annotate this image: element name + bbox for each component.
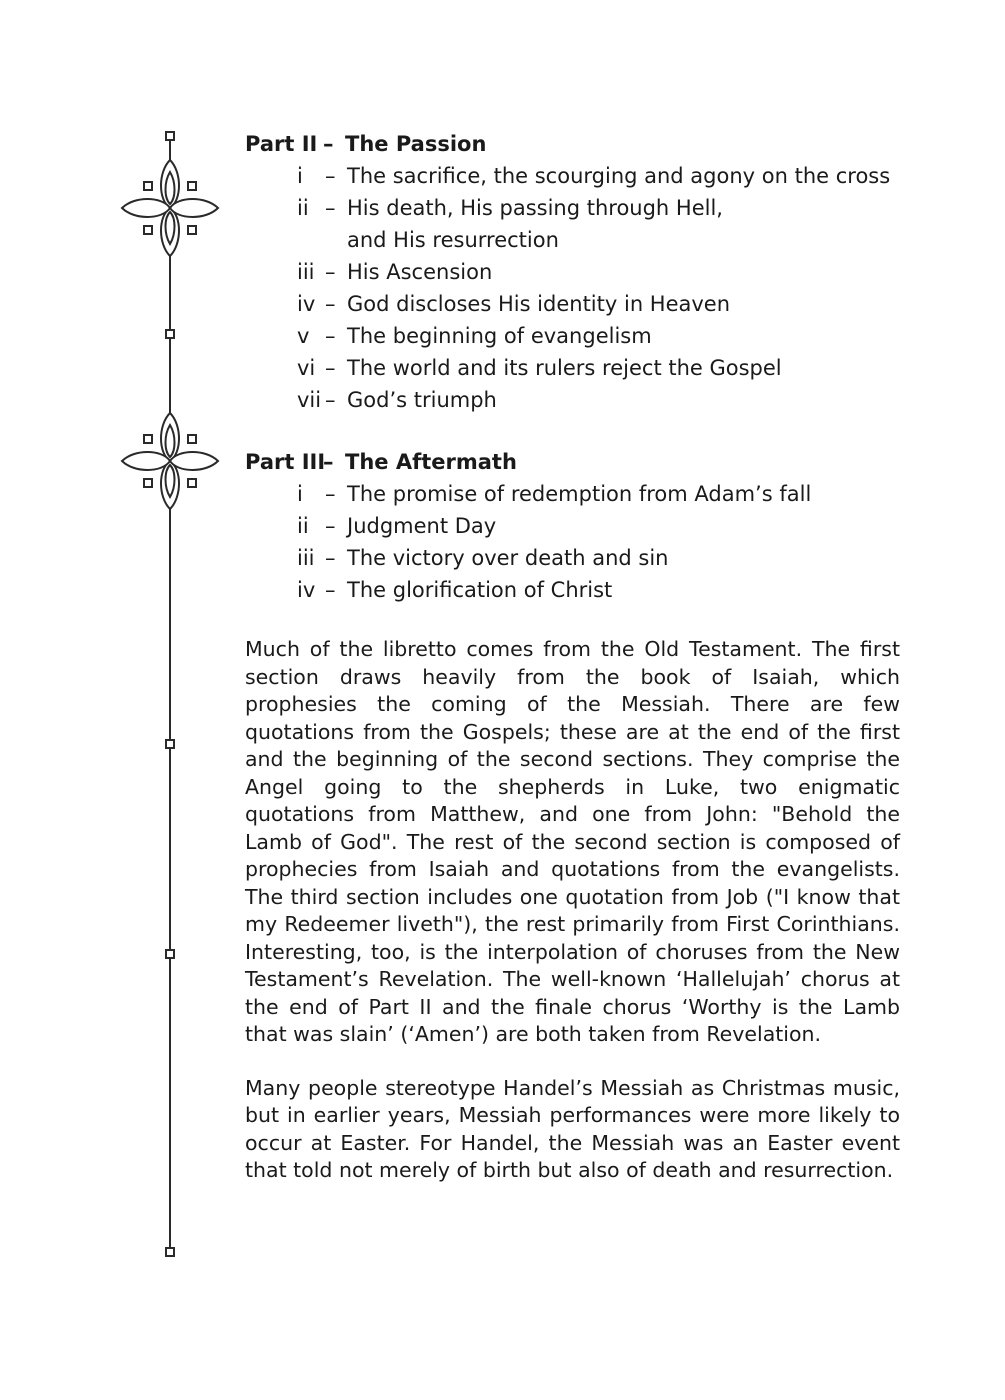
section-number: ii (297, 514, 309, 538)
section-item: i – The promise of redemption from Adam’s fall (297, 478, 900, 510)
section-number: iii (297, 260, 315, 284)
ornamental-border (115, 128, 225, 1268)
section-number: vi (297, 356, 316, 380)
ornament-node-square (166, 950, 174, 958)
section-text: God discloses His identity in Heaven (347, 292, 731, 316)
part-section (245, 446, 900, 606)
section-text: The beginning of evangelism (347, 324, 652, 348)
section-list (245, 160, 900, 416)
section-text: Judgment Day (347, 514, 497, 538)
section-item: iv – The glorification of Christ (297, 574, 900, 606)
section-item: iv – God discloses His identity in Heaven (297, 288, 900, 320)
part-title: The Aftermath (345, 450, 517, 474)
section-number: vii (297, 388, 322, 412)
section-item: vi – The world and its rulers reject the Gospel (297, 352, 900, 384)
section-item: i – The sacrifice, the scourging and agony on the cross (297, 160, 900, 192)
section-text: His Ascension (347, 260, 493, 284)
section-item: vii – God’s triumph (297, 384, 900, 416)
body-paragraph: Much of the libretto comes from the Old Testament. The first section draws heavily from the book of Isaiah, which prophesies the coming of the Messiah. There are few quotations from the Gospels; these are at the end of the first and the beginning of the second sections. They comprise the Angel going to the shepherds in Luke, two enigmatic quotations from Matthew, and one from John: "Behold the Lamb of God". The rest of the second section is composed of prophecies from Isaiah and quotations from the evangelists. The third section includes one quotation from Job ("I know that my Redeemer liveth"), the rest primarily from First Corinthians. Interesting, too, is the interpolation of choruses from the New Testament’s Revelation. The well-known ‘Hallelujah’ chorus at the end of Part II and the finale chorus ‘Worthy is the Lamb that was slain’ (‘Amen’) are both taken from Revelation. (245, 637, 900, 1046)
section-text: His death, His passing through Hell, and His resurrection (347, 196, 723, 252)
section-item: iii – The victory over death and sin (297, 542, 900, 574)
section-text: The sacrifice, the scourging and agony on the cross (347, 164, 891, 188)
ornament-end-square-bottom (166, 1248, 174, 1256)
part-label: Part II (245, 132, 318, 156)
section-number: v (297, 324, 310, 348)
section-number: iv (297, 578, 316, 602)
section-list (245, 478, 900, 606)
body-paragraph: Many people stereotype Handel’s Messiah as Christmas music, but in earlier years, Messiah performances were more likely to occur at Easter. For Handel, the Messiah was an Easter event that told not merely of birth but also of death and resurrection. (245, 1075, 900, 1182)
part-heading: Part II – The Passion (245, 128, 900, 160)
section-item: ii – His death, His passing through Hell, and His resurrection (297, 192, 900, 256)
part-title: The Passion (345, 132, 487, 156)
cross-ornament-icon (122, 160, 218, 256)
section-number: i (297, 482, 303, 506)
section-text: The glorification of Christ (347, 578, 613, 602)
section-item: v – The beginning of evangelism (297, 320, 900, 352)
section-text: God’s triumph (347, 388, 497, 412)
section-number: ii (297, 196, 309, 220)
ornament-node-square (166, 330, 174, 338)
part-heading: Part III– The Aftermath (245, 446, 900, 478)
section-number: iii (297, 546, 315, 570)
section-text: The victory over death and sin (347, 546, 669, 570)
section-number: i (297, 164, 303, 188)
ornament-end-square-top (166, 132, 174, 140)
section-text: The promise of redemption from Adam’s fall (347, 482, 812, 506)
section-number: iv (297, 292, 316, 316)
section-item: iii – His Ascension (297, 256, 900, 288)
ornament-node-square (166, 740, 174, 748)
page-content (245, 128, 900, 1185)
section-item: ii – Judgment Day (297, 510, 900, 542)
part-section (245, 128, 900, 416)
section-text: The world and its rulers reject the Gospel (347, 356, 782, 380)
cross-ornament-icon (122, 413, 218, 509)
part-label: Part III (245, 450, 326, 474)
